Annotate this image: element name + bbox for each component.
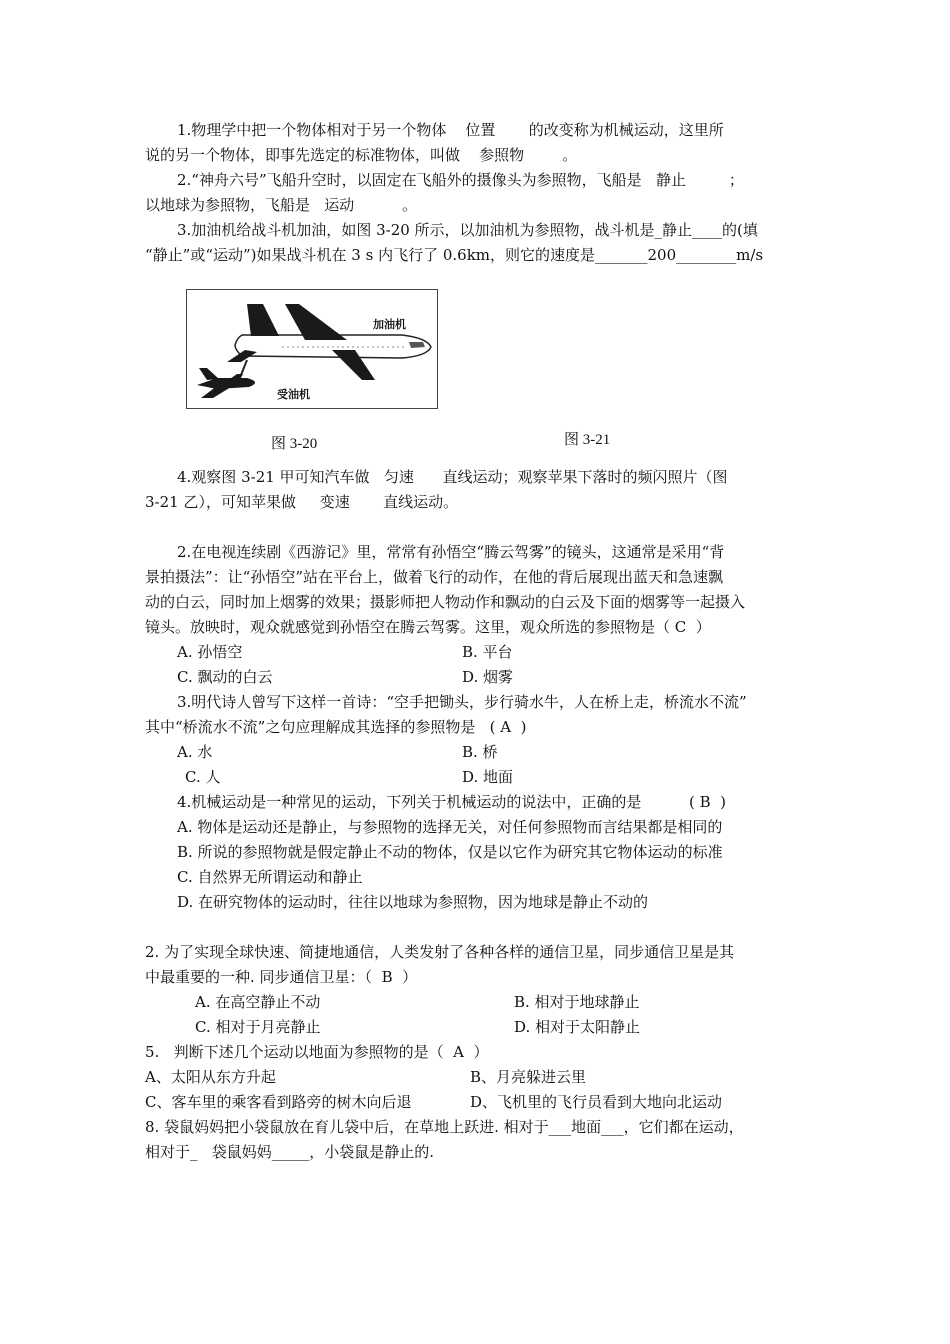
text-line-p2A: A. 孙悟空 xyxy=(177,643,243,661)
caption-fig-3-20: 图 3-20 xyxy=(271,436,318,452)
text-line-s2b: 中最重要的一种. 同步通信卫星：（ B ） xyxy=(145,968,418,986)
text-line-p4B: B. 所说的参照物就是假定静止不动的物体，仅是以它作为研究其它物体运动的标准 xyxy=(177,843,723,861)
text-line-s2D: D. 相对于太阳静止 xyxy=(514,1018,641,1036)
refueling-illustration xyxy=(187,290,437,408)
text-line-s5D: D、飞机里的飞行员看到大地向北运动 xyxy=(470,1093,723,1111)
text-line-p3b: 其中“桥流水不流”之句应理解成其选择的参照物是 ( A ) xyxy=(145,718,527,736)
text-line-s5C: C、客车里的乘客看到路旁的树木向后退 xyxy=(145,1093,412,1111)
text-line-s2C: C. 相对于月亮静止 xyxy=(195,1018,321,1036)
text-line-q4a: 4.观察图 3-21 甲可知汽车做 匀速 直线运动；观察苹果下落时的频闪照片（图 xyxy=(177,468,728,486)
text-line-s5B: B、月亮躲进云里 xyxy=(470,1068,587,1086)
text-line-p4A: A. 物体是运动还是静止，与参照物的选择无关，对任何参照物而言结果都是相同的 xyxy=(177,818,723,836)
text-line-q1b: 说的另一个物体，即事先选定的标准物体，叫做 参照物 。 xyxy=(145,146,578,164)
receiver-label: 受油机 xyxy=(277,388,310,401)
text-line-p2b: 景拍摄法”：让“孙悟空”站在平台上，做着飞行的动作，在他的背后展现出蓝天和急速飘 xyxy=(145,568,724,586)
text-line-s2a: 2. 为了实现全球快速、简捷地通信，人类发射了各种各样的通信卫星，同步通信卫星是其 xyxy=(145,943,735,961)
text-line-s2A: A. 在高空静止不动 xyxy=(195,993,321,1011)
text-line-p2c: 动的白云，同时加上烟雾的效果；摄影师把人物动作和飘动的白云及下面的烟雾等一起摄入 xyxy=(145,593,746,611)
tanker-label: 加油机 xyxy=(373,318,406,331)
text-line-q2a: 2.“神舟六号”飞船升空时，以固定在飞船外的摄像头为参照物，飞船是 静止 ； xyxy=(177,171,744,189)
text-line-q4b: 3-21 乙），可知苹果做 变速 直线运动。 xyxy=(145,493,459,511)
text-line-s8b: 相对于_ 袋鼠妈妈_____，小袋鼠是静止的. xyxy=(145,1143,435,1161)
text-line-p2d: 镜头。放映时，观众就感觉到孙悟空在腾云驾雾。这里，观众所选的参照物是（ C ） xyxy=(145,618,711,636)
text-line-p2D: D. 烟雾 xyxy=(462,668,514,686)
text-line-p3A: A. 水 xyxy=(177,743,213,761)
text-line-p2C: C. 飘动的白云 xyxy=(177,668,273,686)
text-line-p3a: 3.明代诗人曾写下这样一首诗：“空手把锄头，步行骑水牛，人在桥上走，桥流水不流” xyxy=(177,693,747,711)
text-line-p4D: D. 在研究物体的运动时，往往以地球为参照物，因为地球是静止不动的 xyxy=(177,893,649,911)
text-line-p3C: C. 人 xyxy=(185,768,221,786)
caption-fig-3-21: 图 3-21 xyxy=(564,432,611,448)
text-line-s8a: 8. 袋鼠妈妈把小袋鼠放在育儿袋中后，在草地上跃进. 相对于___地面___，它们都在运动， xyxy=(145,1118,744,1136)
text-line-q3a: 3.加油机给战斗机加油，如图 3-20 所示，以加油机为参照物，战斗机是_静止____的(填 xyxy=(177,221,758,239)
text-line-p2a: 2.在电视连续剧《西游记》里，常常有孙悟空“腾云驾雾”的镜头，这通常是采用“背 xyxy=(177,543,725,561)
figure-3-20-refueling xyxy=(186,289,438,409)
text-line-s5a: 5. 判断下述几个运动以地面为参照物的是（ A ） xyxy=(145,1043,489,1061)
text-line-q2b: 以地球为参照物，飞船是 运动 。 xyxy=(145,196,417,214)
text-line-p2B: B. 平台 xyxy=(462,643,513,661)
text-line-q3b: “静止”或“运动”)如果战斗机在 3 s 内飞行了 0.6km，则它的速度是_______200________m/s xyxy=(145,246,764,264)
text-line-s2B: B. 相对于地球静止 xyxy=(514,993,640,1011)
text-line-p4C: C. 自然界无所谓运动和静止 xyxy=(177,868,363,886)
text-line-s5A: A、太阳从东方升起 xyxy=(145,1068,276,1086)
text-line-p3B: B. 桥 xyxy=(462,743,498,761)
text-line-p3D: D. 地面 xyxy=(462,768,514,786)
text-line-p4a: 4.机械运动是一种常见的运动，下列关于机械运动的说法中，正确的是 ( B ) xyxy=(177,793,727,811)
text-line-q1a: 1.物理学中把一个物体相对于另一个物体 位置 的改变称为机械运动，这里所 xyxy=(177,121,724,139)
